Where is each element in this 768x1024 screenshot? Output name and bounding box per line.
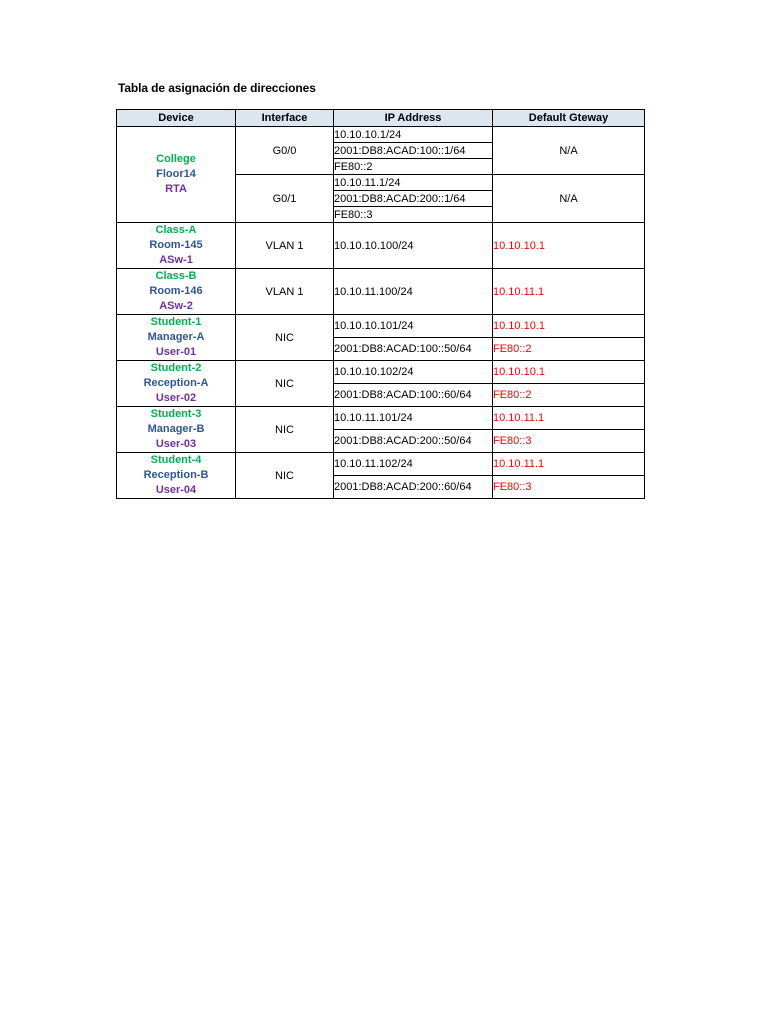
device-name-line1: Class-B: [155, 270, 197, 282]
device-cell-asw1: [117, 223, 236, 269]
device-cell-user01: [117, 315, 236, 361]
ip-cell: 2001:DB8:ACAD:100::1/64: [334, 143, 493, 159]
ip-cell: 10.10.10.101/24: [334, 315, 493, 338]
table-row: [117, 315, 645, 338]
gateway-cell: 10.10.10.1: [493, 223, 645, 269]
ip-cell: 10.10.10.100/24: [334, 223, 493, 269]
device-name-line2: Floor14: [156, 168, 196, 180]
ip-cell: 2001:DB8:ACAD:200::60/64: [334, 476, 493, 499]
interface-cell: G0/0: [236, 127, 334, 175]
device-name-line3: User-02: [155, 392, 197, 404]
device-name-line2: Manager-A: [147, 331, 205, 343]
device-name-line1: Student-3: [150, 408, 202, 420]
ip-cell: 10.10.11.1/24: [334, 175, 493, 191]
device-name-line1: Student-2: [150, 362, 202, 374]
interface-cell: VLAN 1: [236, 223, 334, 269]
header-default-gateway: Default Gteway: [493, 110, 645, 127]
device-name-line1: Student-4: [150, 454, 202, 466]
table-row: [117, 361, 645, 384]
device-name-line2: Room-145: [149, 239, 203, 251]
gateway-cell: 10.10.11.1: [493, 453, 645, 476]
gateway-cell: N/A: [493, 127, 645, 175]
ip-cell: FE80::2: [334, 159, 493, 175]
device-name-line2: Reception-A: [143, 377, 209, 389]
device-name-line2: Manager-B: [147, 423, 205, 435]
device-cell-asw2: [117, 269, 236, 315]
device-name-line1: College: [156, 153, 196, 165]
table-row: [117, 407, 645, 430]
ip-cell: 2001:DB8:ACAD:200::1/64: [334, 191, 493, 207]
gateway-cell: N/A: [493, 175, 645, 223]
device-name-line1: Student-1: [150, 316, 202, 328]
ip-cell: 10.10.10.1/24: [334, 127, 493, 143]
table-row: [117, 269, 645, 315]
table-row: [117, 453, 645, 476]
interface-cell: VLAN 1: [236, 269, 334, 315]
gateway-cell: FE80::3: [493, 476, 645, 499]
interface-cell: NIC: [236, 453, 334, 499]
ip-cell: 10.10.11.101/24: [334, 407, 493, 430]
device-cell-rta: [117, 127, 236, 223]
device-name-line2: Room-146: [149, 285, 203, 297]
header-interface: Interface: [236, 110, 334, 127]
gateway-cell: FE80::3: [493, 430, 645, 453]
ip-cell: 10.10.11.100/24: [334, 269, 493, 315]
ip-cell: 2001:DB8:ACAD:100::60/64: [334, 384, 493, 407]
device-cell-user03: [117, 407, 236, 453]
interface-cell: G0/1: [236, 175, 334, 223]
gateway-cell: FE80::2: [493, 338, 645, 361]
device-name-line3: RTA: [165, 183, 187, 195]
ip-cell: FE80::3: [334, 207, 493, 223]
header-ip-address: IP Address: [334, 110, 493, 127]
addressing-table: [116, 109, 645, 499]
ip-cell: 2001:DB8:ACAD:100::50/64: [334, 338, 493, 361]
document-title: Tabla de asignación de direcciones: [118, 81, 316, 95]
device-name-line3: User-03: [155, 438, 197, 450]
interface-cell: NIC: [236, 315, 334, 361]
table-header-row: [117, 110, 645, 127]
table-row: [117, 223, 645, 269]
gateway-cell: 10.10.10.1: [493, 361, 645, 384]
device-name-line3: User-04: [155, 484, 197, 496]
header-device: Device: [117, 110, 236, 127]
table-row: [117, 127, 645, 143]
device-name-line2: Reception-B: [143, 469, 209, 481]
interface-cell: NIC: [236, 407, 334, 453]
device-name-line3: User-01: [155, 346, 197, 358]
device-name-line3: ASw-2: [159, 300, 193, 312]
device-cell-user02: [117, 361, 236, 407]
device-cell-user04: [117, 453, 236, 499]
gateway-cell: 10.10.10.1: [493, 315, 645, 338]
ip-cell: 2001:DB8:ACAD:200::50/64: [334, 430, 493, 453]
ip-cell: 10.10.10.102/24: [334, 361, 493, 384]
interface-cell: NIC: [236, 361, 334, 407]
ip-cell: 10.10.11.102/24: [334, 453, 493, 476]
device-name-line3: ASw-1: [159, 254, 193, 266]
gateway-cell: FE80::2: [493, 384, 645, 407]
gateway-cell: 10.10.11.1: [493, 407, 645, 430]
gateway-cell: 10.10.11.1: [493, 269, 645, 315]
device-name-line1: Class-A: [155, 224, 197, 236]
